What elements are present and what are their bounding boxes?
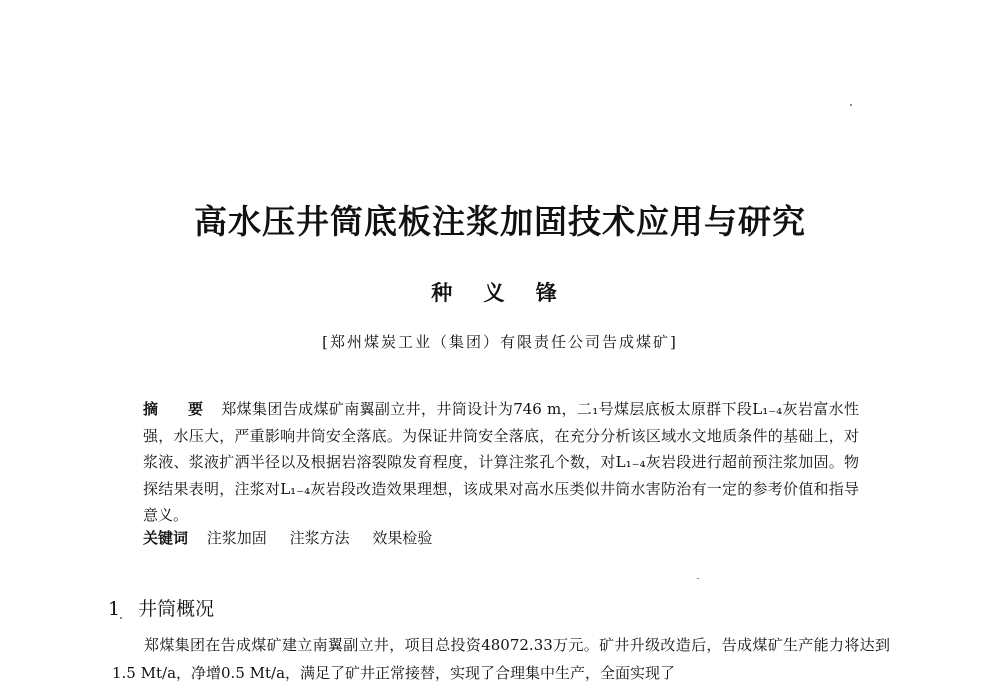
keyword-item: 注浆方法 (289, 529, 350, 547)
keyword-item: 效果检验 (372, 529, 433, 547)
abstract-block (143, 396, 859, 529)
paper-title: 高水压井筒底板注浆加固技术应用与研究 (194, 202, 806, 241)
abstract-label: 摘 要 (143, 400, 216, 418)
scan-speck (850, 104, 852, 106)
body-paragraph: 郑煤集团在告成煤矿建立南翼副立井，项目总投资48072.33万元。矿井升级改造后，告成煤矿生产能力将达到1.5 Mt/a，净增0.5 Mt/a，满足了矿井正常接替，实现了合理集中生产，全面实现了 (112, 636, 890, 682)
scan-speck (697, 578, 699, 579)
section-heading (108, 594, 214, 621)
section-title: 井筒概况 (138, 598, 215, 620)
author-name: 种 义 锋 (431, 280, 569, 305)
keywords-label: 关键词 (143, 529, 189, 547)
keywords-line (143, 527, 450, 548)
keyword-item: 注浆加固 (206, 529, 267, 547)
author-affiliation: [郑州煤炭工业（集团）有限责任公司告成煤矿] (322, 333, 678, 351)
abstract-text: 郑煤集团告成煤矿南翼副立井，井筒设计为746 m，二₁号煤层底板太原群下段L₁₋₄灰岩富水性强，水压大，严重影响井筒安全落底。为保证井筒安全落底，在充分分析该区域水文地质条件的基础上，对浆液、浆液扩洒半径以及根据岩溶裂隙发育程度，计算注浆孔个数，对L₁₋₄灰岩段进行超前预注浆加固。物探结果表明，注浆对L₁₋₄灰岩段改造效果理想，该成果对高水压类似井筒水害防治有一定的参考价值和指导意义。 (143, 400, 859, 524)
section-number: 1 (108, 598, 121, 620)
